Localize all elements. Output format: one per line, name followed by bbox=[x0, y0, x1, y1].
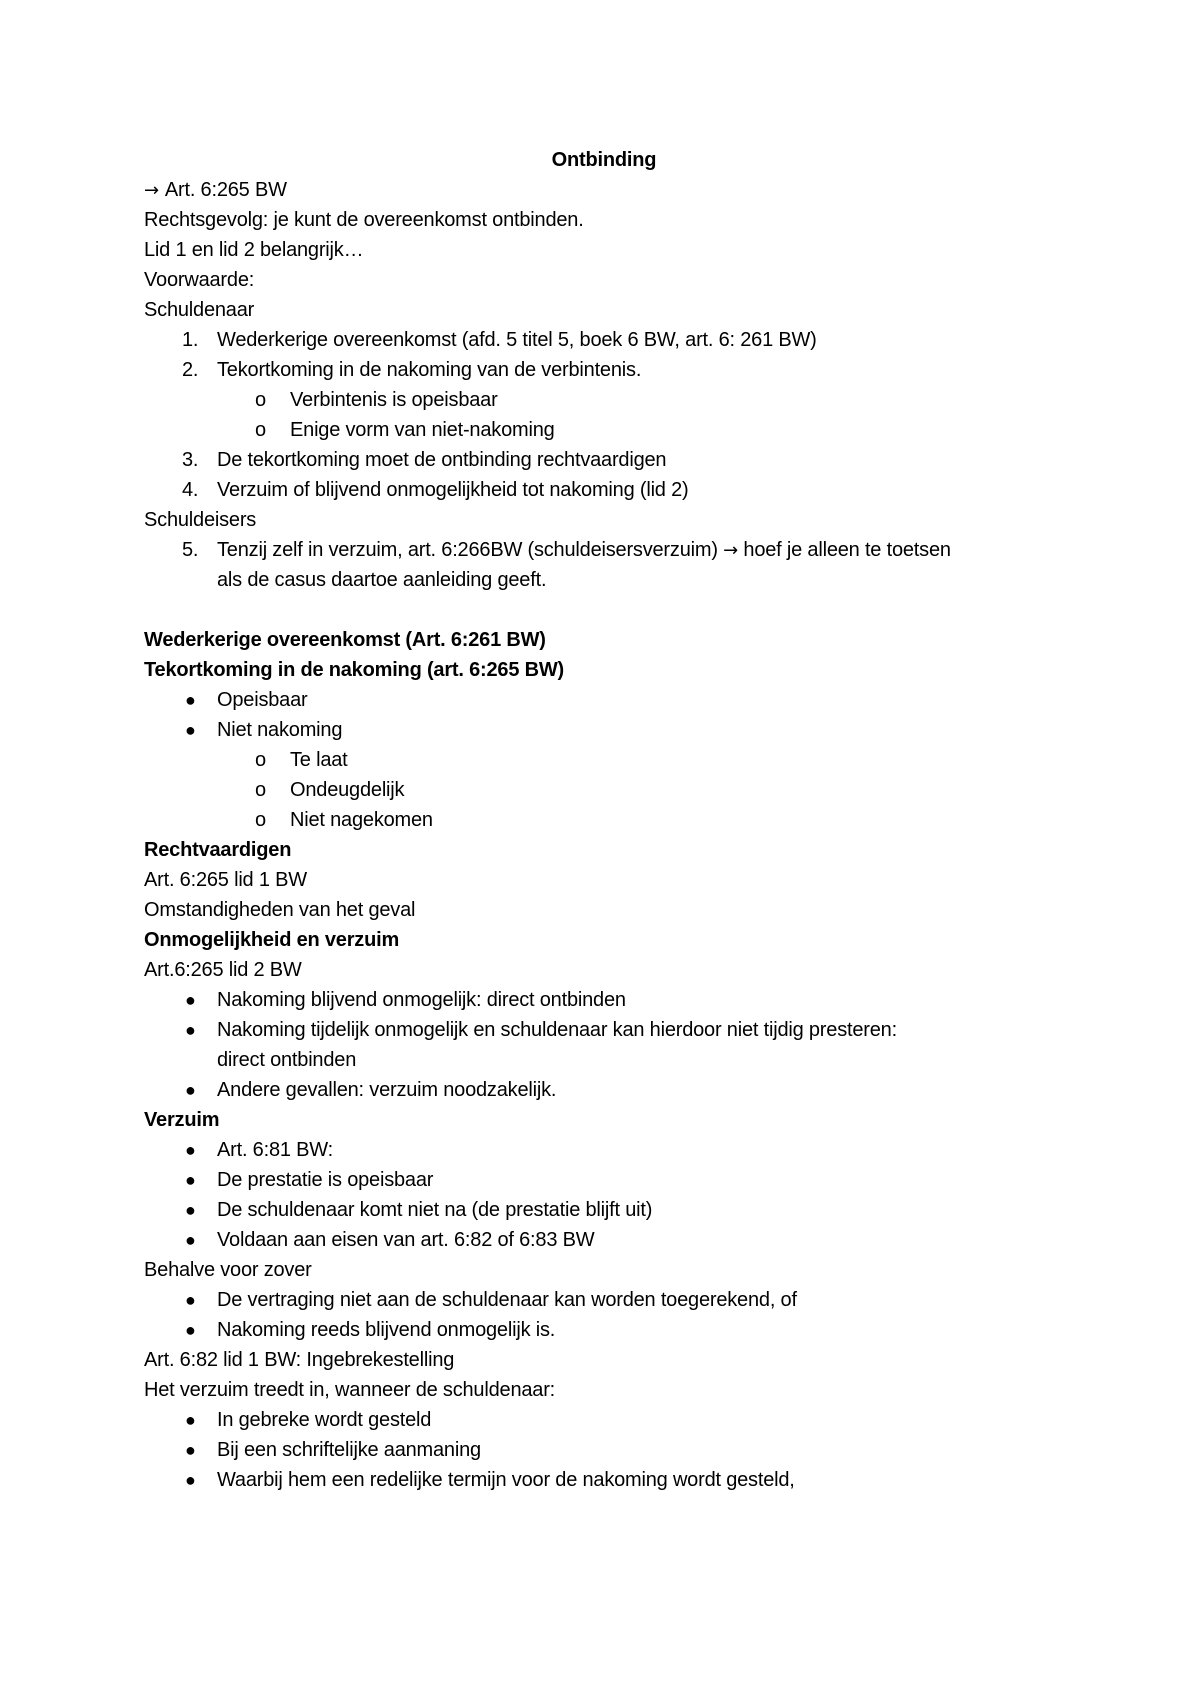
condition5-line1 bbox=[217, 535, 1064, 565]
circle-bullet-icon: o bbox=[255, 749, 266, 771]
bullet-text: Nakoming reeds blijvend onmogelijk is. bbox=[217, 1319, 556, 1341]
bullet-icon: ● bbox=[185, 690, 196, 710]
condition-subitem bbox=[144, 385, 1064, 415]
bullet-icon: ● bbox=[185, 1230, 196, 1250]
bullet-icon: ● bbox=[185, 1140, 196, 1160]
bullet-item bbox=[144, 1285, 1064, 1315]
circle-bullet-icon: o bbox=[255, 419, 266, 441]
condition-subitem bbox=[144, 415, 1064, 445]
ref-line: Art. 6:82 lid 1 BW: Ingebrekestelling bbox=[144, 1349, 455, 1371]
bullet-text: Opeisbaar bbox=[217, 689, 308, 711]
subitem-text: Niet nagekomen bbox=[290, 809, 433, 831]
bullet-text: Bij een schriftelijke aanmaning bbox=[217, 1439, 481, 1461]
section-heading: Wederkerige overeenkomst (Art. 6:261 BW) bbox=[144, 629, 546, 651]
bullet-icon: ● bbox=[185, 1410, 196, 1430]
ref-line: Art.6:265 lid 2 BW bbox=[144, 959, 302, 981]
bullet-item bbox=[144, 1075, 1064, 1105]
text-line: Omstandigheden van het geval bbox=[144, 899, 416, 921]
section-heading: Onmogelijkheid en verzuim bbox=[144, 929, 400, 951]
bullet-text-cont: direct ontbinden bbox=[217, 1049, 357, 1071]
bullet-item bbox=[144, 1165, 1064, 1195]
bullet-icon: ● bbox=[185, 1080, 196, 1100]
text-line: Behalve voor zover bbox=[144, 1259, 312, 1281]
spacer bbox=[144, 595, 1064, 625]
list-number: 5. bbox=[182, 539, 199, 561]
arrow-right-icon: → bbox=[144, 180, 159, 201]
bullet-item bbox=[144, 1135, 1064, 1165]
text-line: Het verzuim treedt in, wanneer de schuldenaar: bbox=[144, 1379, 556, 1401]
bullet-text: Nakoming tijdelijk onmogelijk en schuldenaar kan hierdoor niet tijdig presteren: bbox=[217, 1019, 897, 1041]
subitem-text: Te laat bbox=[290, 749, 348, 771]
condition-item bbox=[144, 355, 1064, 385]
bullet-item bbox=[144, 1195, 1064, 1225]
section-heading: Tekortkoming in de nakoming (art. 6:265 BW) bbox=[144, 659, 564, 681]
circle-bullet-icon: o bbox=[255, 779, 266, 801]
bullet-item bbox=[144, 715, 1064, 745]
condition-text: Verzuim of blijvend onmogelijkheid tot nakoming (lid 2) bbox=[217, 479, 689, 501]
schuldeisers-label: Schuldeisers bbox=[144, 509, 257, 531]
bullet-text: Voldaan aan eisen van art. 6:82 of 6:83 BW bbox=[217, 1229, 595, 1251]
condition-item bbox=[144, 445, 1064, 475]
bullet-icon: ● bbox=[185, 1020, 196, 1040]
sub-bullet-item bbox=[144, 805, 1064, 835]
condition5-text-c: als de casus daartoe aanleiding geeft. bbox=[217, 569, 547, 591]
rechtsgevolg-line: Rechtsgevolg: je kunt de overeenkomst ontbinden. bbox=[144, 209, 584, 231]
bullet-text: De schuldenaar komt niet na (de prestatie blijft uit) bbox=[217, 1199, 653, 1221]
condition-text: Tekortkoming in de nakoming van de verbintenis. bbox=[217, 359, 642, 381]
bullet-item bbox=[144, 1465, 1064, 1495]
bullet-text: Art. 6:81 BW: bbox=[217, 1139, 333, 1161]
bullet-text: Niet nakoming bbox=[217, 719, 343, 741]
condition-text: Wederkerige overeenkomst (afd. 5 titel 5, boek 6 BW, art. 6: 261 BW) bbox=[217, 329, 817, 351]
condition5-text-a: Tenzij zelf in verzuim, art. 6:266BW (schuldeisersverzuim) bbox=[217, 539, 718, 561]
bullet-icon: ● bbox=[185, 1170, 196, 1190]
sub-bullet-item bbox=[144, 745, 1064, 775]
bullet-item bbox=[144, 1435, 1064, 1465]
condition-item bbox=[144, 535, 1064, 595]
bullet-text: In gebreke wordt gesteld bbox=[217, 1409, 432, 1431]
intro-ref-line bbox=[144, 175, 1064, 205]
subitem-text: Ondeugdelijk bbox=[290, 779, 405, 801]
bullet-item bbox=[144, 685, 1064, 715]
bullet-item bbox=[144, 1405, 1064, 1435]
intro-ref: Art. 6:265 BW bbox=[164, 179, 287, 201]
document-body bbox=[144, 145, 1064, 1495]
bullet-text: Andere gevallen: verzuim noodzakelijk. bbox=[217, 1079, 557, 1101]
bullet-item bbox=[144, 1225, 1064, 1255]
bullet-item bbox=[144, 985, 1064, 1015]
bullet-text: Nakoming blijvend onmogelijk: direct ontbinden bbox=[217, 989, 626, 1011]
list-number: 4. bbox=[182, 479, 199, 501]
subitem-text: Enige vorm van niet-nakoming bbox=[290, 419, 555, 441]
list-number: 3. bbox=[182, 449, 199, 471]
ref-line: Art. 6:265 lid 1 BW bbox=[144, 869, 307, 891]
condition-item bbox=[144, 325, 1064, 355]
page-title: Ontbinding bbox=[551, 149, 657, 171]
sub-bullet-item bbox=[144, 775, 1064, 805]
bullet-icon: ● bbox=[185, 1320, 196, 1340]
circle-bullet-icon: o bbox=[255, 389, 266, 411]
circle-bullet-icon: o bbox=[255, 809, 266, 831]
condition-text: De tekortkoming moet de ontbinding rechtvaardigen bbox=[217, 449, 667, 471]
list-number: 2. bbox=[182, 359, 199, 381]
bullet-icon: ● bbox=[185, 1470, 196, 1490]
voorwaarde-line: Voorwaarde: bbox=[144, 269, 255, 291]
schuldenaar-label: Schuldenaar bbox=[144, 299, 255, 321]
bullet-icon: ● bbox=[185, 720, 196, 740]
lid-line: Lid 1 en lid 2 belangrijk… bbox=[144, 239, 364, 261]
bullet-icon: ● bbox=[185, 1200, 196, 1220]
bullet-text: Waarbij hem een redelijke termijn voor de nakoming wordt gesteld, bbox=[217, 1469, 795, 1491]
list-number: 1. bbox=[182, 329, 199, 351]
arrow-right-icon: → bbox=[723, 540, 739, 561]
condition5-text-b: hoef je alleen te toetsen bbox=[743, 539, 951, 561]
bullet-text: De prestatie is opeisbaar bbox=[217, 1169, 434, 1191]
bullet-icon: ● bbox=[185, 990, 196, 1010]
section-heading: Verzuim bbox=[144, 1109, 220, 1131]
condition-item bbox=[144, 475, 1064, 505]
bullet-item bbox=[144, 1315, 1064, 1345]
bullet-item bbox=[144, 1015, 1064, 1075]
bullet-icon: ● bbox=[185, 1290, 196, 1310]
bullet-icon: ● bbox=[185, 1440, 196, 1460]
section-heading: Rechtvaardigen bbox=[144, 839, 292, 861]
subitem-text: Verbintenis is opeisbaar bbox=[290, 389, 498, 411]
bullet-text: De vertraging niet aan de schuldenaar kan worden toegerekend, of bbox=[217, 1289, 797, 1311]
